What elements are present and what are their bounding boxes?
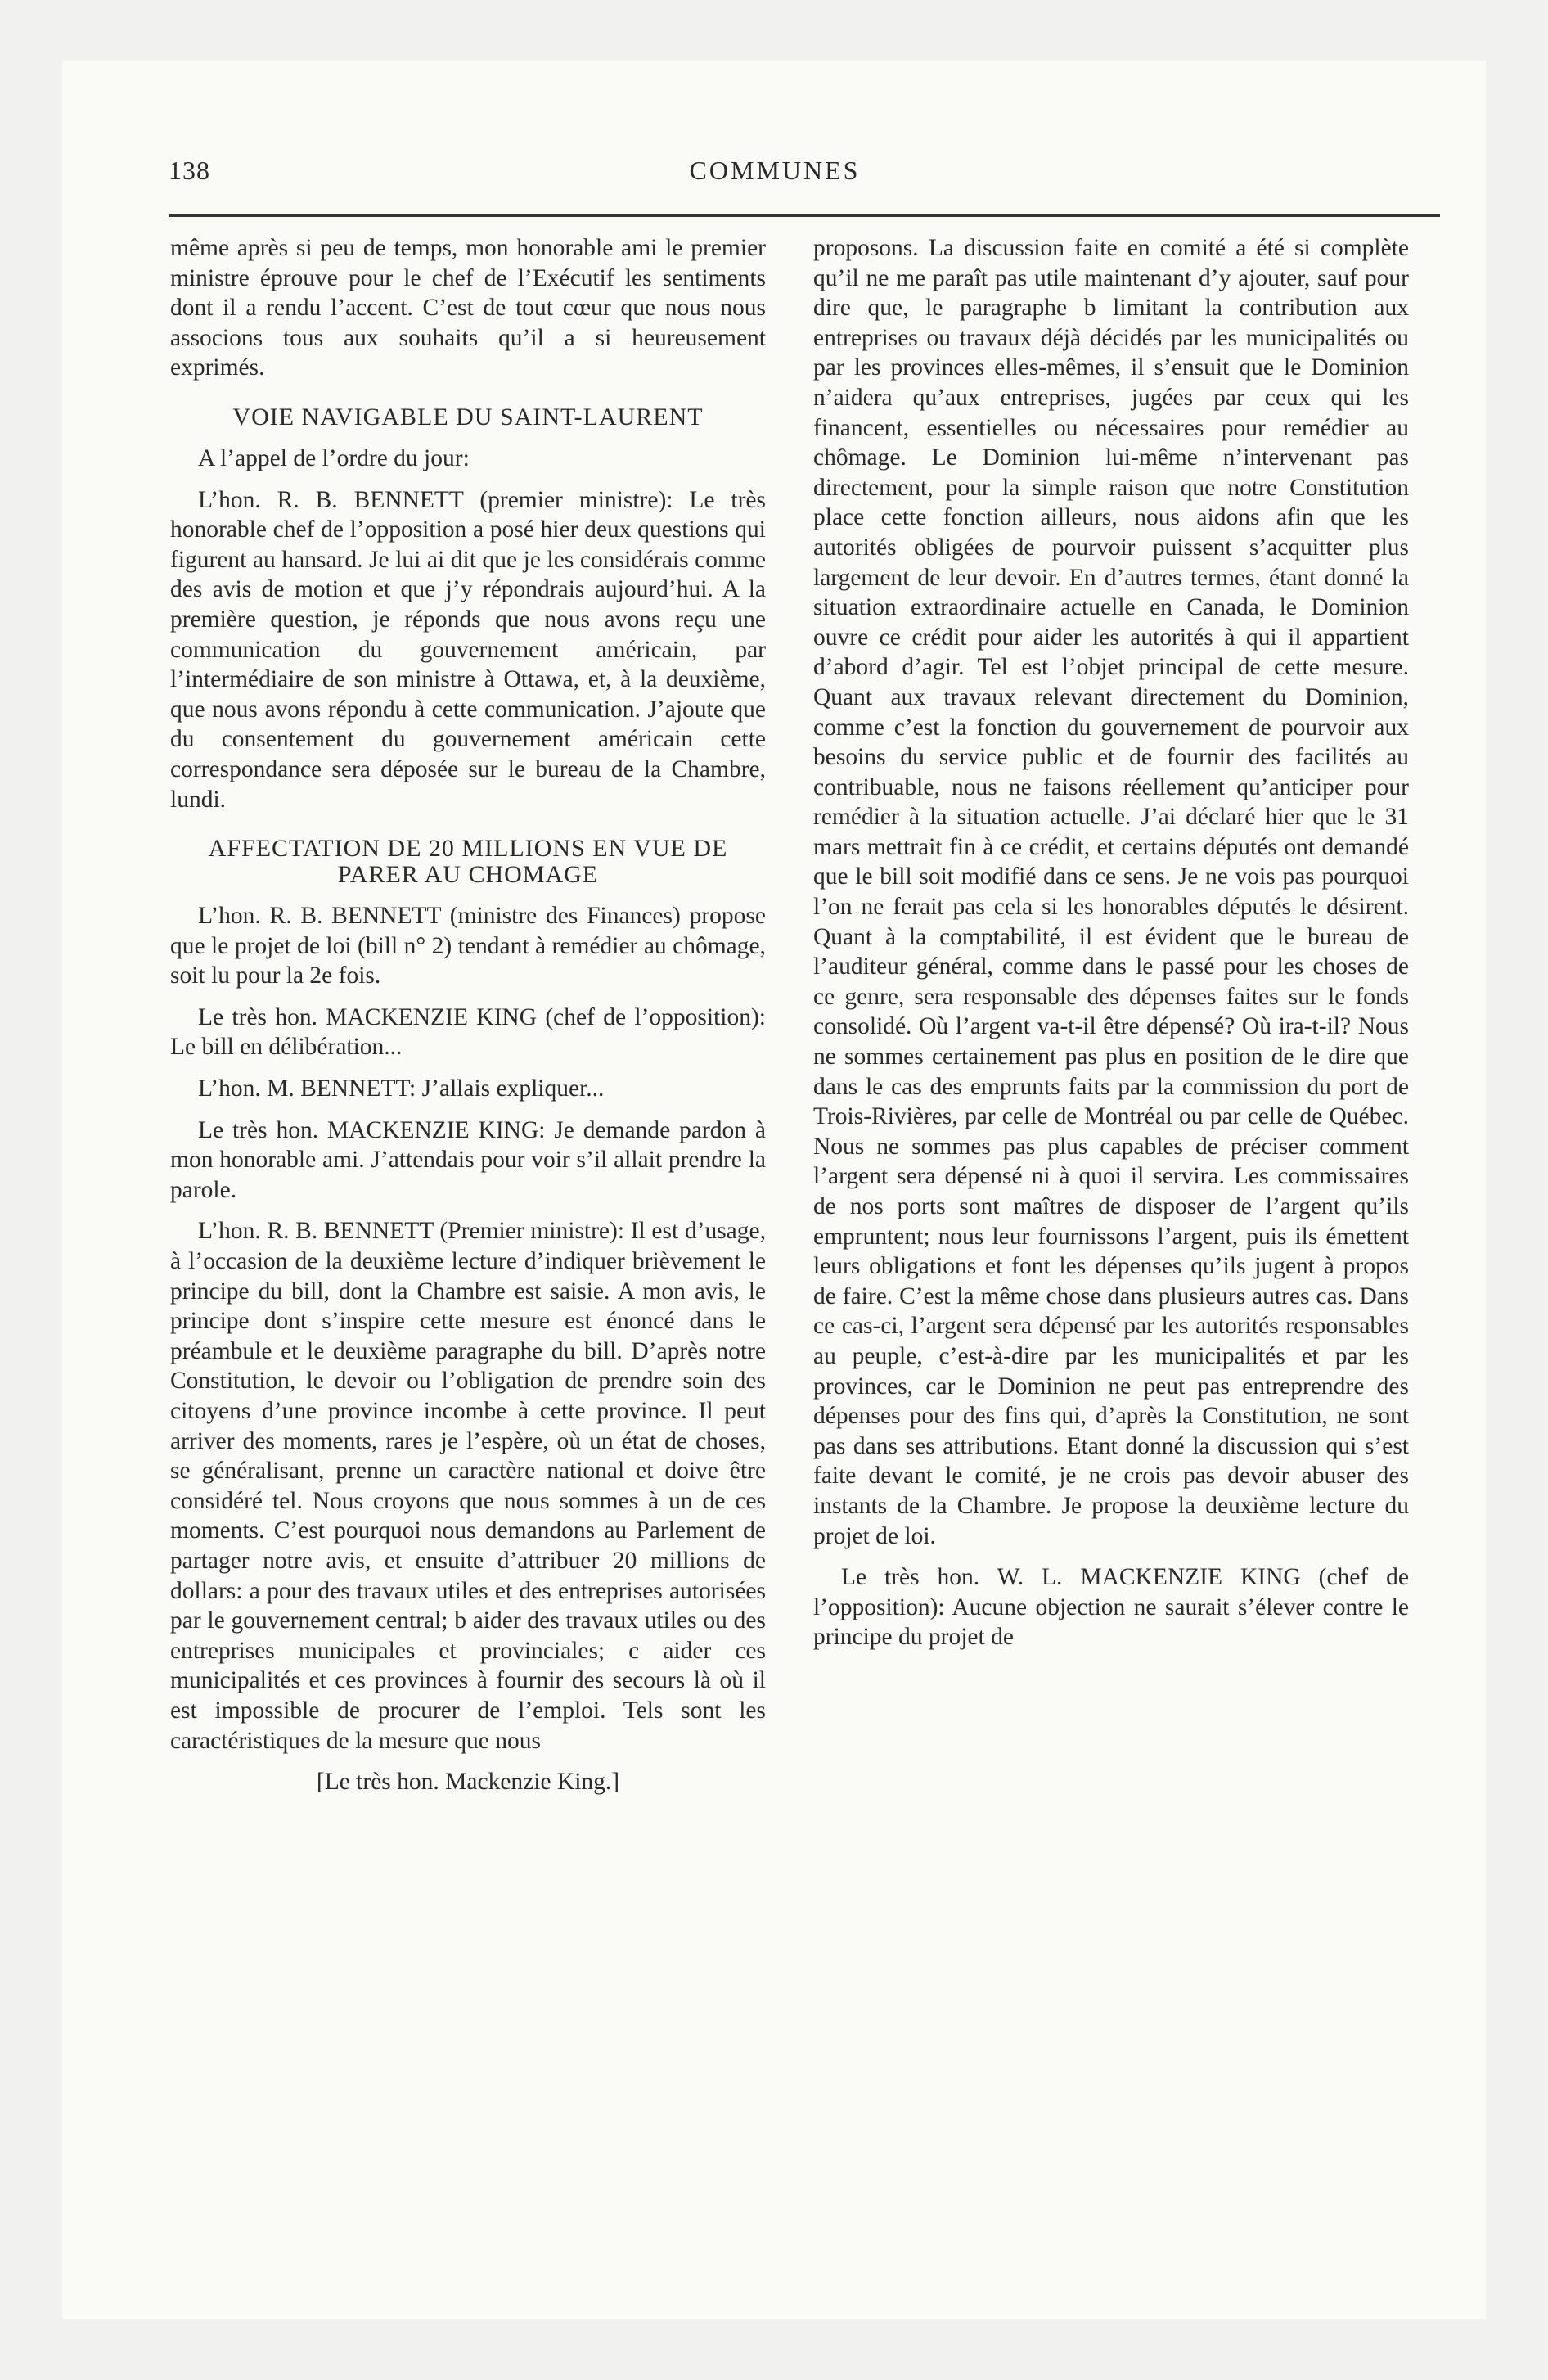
page-number: 138 xyxy=(169,156,210,185)
right-column xyxy=(813,233,1409,1664)
paragraph: Le très hon. MACKENZIE KING: Je demande pardon à mon honorable ami. J’attendais pour voir s’il allait prendre la parole. xyxy=(170,1116,766,1203)
paragraph: L’hon. R. B. BENNETT (Premier ministre): Il est d’usage, à l’occasion de la deuxième lecture d’indiquer brièvement le principe du bill, dont la Chambre est saisie. A mon avis, le principe dont s’inspire cette mesure est énoncé dans le préambule et le deuxième paragraphe du bill. D’après notre Constitution, le devoir ou l’obligation de prendre soin des citoyens d’une province incombe à cette province. Il peut arriver des moments, rares je l’espère, où un état de choses, se généralisant, prenne un caractère national et doive être considéré tel. Nous croyons que nous sommes à un de ces moments. C’est pourquoi nous demandons au Parlement de partager notre avis, et ensuite d’attribuer 20 millions de dollars: a pour des travaux utiles et des entreprises autorisées par le gouvernement central; b aider des travaux utiles ou des entreprises municipales et provinciales; c aider ces municipalités et ces provinces à fournir des secours là où il est impossible de procurer de l’emploi. Tels sont les caractéristiques de la mesure que nous xyxy=(170,1218,766,1754)
paragraph: Le très hon. W. L. MACKENZIE KING (chef de l’opposition): Aucune objection ne saurait s’élever contre le principe du projet de xyxy=(813,1564,1409,1651)
paragraph: L’hon. R. B. BENNETT (ministre des Finances) propose que le projet de loi (bill n° 2) tendant à remédier au chômage, soit lu pour la 2e fois. xyxy=(170,903,766,989)
section-heading: AFFECTATION DE 20 MILLIONS EN VUE DE PARER AU CHOMAGE xyxy=(208,835,728,889)
section-heading: VOIE NAVIGABLE DU SAINT-LAURENT xyxy=(232,403,704,430)
left-column xyxy=(170,233,766,1809)
running-title: COMMUNES xyxy=(689,156,861,185)
page-header xyxy=(108,147,1442,193)
paragraph: L’hon. R. B. BENNETT (premier ministre): Le très honorable chef de l’opposition a posé hier deux questions qui figurent au hansard. Je lui ai dit que je les considérais comme des avis de motion et que j’y répondrais aujourd’hui. A la première question, je réponds que nous avons reçu une communication du gouvernement américain, par l’intermédiaire de son ministre à Ottawa, et, à la deuxième, que nous avons répondu à cette communication. J’ajoute que du consentement du gouvernement américain cette correspondance sera déposée sur le bureau de la Chambre, lundi. xyxy=(170,486,766,813)
footer-note: [Le très hon. Mackenzie King.] xyxy=(316,1769,620,1796)
paragraph: même après si peu de temps, mon honorable ami le premier ministre éprouve pour le chef de l’Exécutif les sentiments dont il a rendu l’accent. C’est de tout cœur que nous nous associons tous aux souhaits qu’il a si heureusement exprimés. xyxy=(170,235,766,381)
header-rule xyxy=(169,214,1440,217)
paragraph: proposons. La discussion faite en comité a été si complète qu’il ne me paraît pas utile maintenant d’y ajouter, sauf pour dire que, le paragraphe b limitant la contribution aux entreprises ou travaux déjà décidés par les municipalités ou par les provinces elles-mêmes, il s’ensuit que le Dominion n’aidera qu’aux entreprises, jugées par ceux qui les financent, essentielles ou nécessaires pour remédier au chômage. Le Dominion lui-même n’intervenant pas directement, pour la simple raison que notre Constitution place cette fonction ailleurs, nous aidons afin que les autorités obligées de pourvoir puissent s’acquitter plus largement de leur devoir. En d’autres termes, étant donné la situation extraordinaire actuelle en Canada, le Dominion ouvre ce crédit pour aider les autorités à qui il appartient d’abord d’agir. Tel est l’objet principal de cette mesure. Quant aux travaux relevant directement du Dominion, comme c’est la fonction du gouvernement de pourvoir aux besoins du service public et de fournir des facilités au contribuable, nous ne faisons réellement qu’anticiper pour remédier à la situation actuelle. J’ai déclaré hier que le 31 mars mettrait fin à ce crédit, et certains députés ont demandé que le bill soit modifié dans ce sens. Je ne vois pas pourquoi l’on ne ferait pas cela si les honorables députés le désirent. Quant à la comptabilité, il est évident que le bureau de l’auditeur général, comme dans le passé pour les choses de ce genre, sera responsable des dépenses faites sur le fonds consolidé. Où l’argent va-t-il être dépensé? Où ira-t-il? Nous ne sommes certainement pas plus en position de le dire que dans le cas des emprunts faits par la commission du port de Trois-Rivières, par celle de Montréal ou par celle de Québec. Nous ne sommes pas plus capables de préciser comment l’argent sera dépensé ni à quoi il servira. Les commissaires de nos ports sont maîtres de disposer de l’argent qu’ils empruntent; nous leur fournissons l’argent, puis ils émettent leurs obligations et font les dépenses qu’ils jugent à propos de faire. C’est la même chose dans plusieurs autres cas. Dans ce cas-ci, l’argent sera dépensé par les autorités responsables au peuple, c’est-à-dire par les municipalités et par les provinces, car le Dominion ne peut pas entreprendre des dépenses pour des fins qui, d’après la Constitution, ne sont pas dans ses attributions. Etant donné la discussion qui s’est faite devant le comité, je ne crois pas devoir abuser des instants de la Chambre. Je propose la deuxième lecture du projet de loi. xyxy=(813,235,1409,1549)
paragraph: L’hon. M. BENNETT: J’allais expliquer... xyxy=(198,1075,605,1102)
paragraph: A l’appel de l’ordre du jour: xyxy=(198,444,470,471)
paragraph: Le très hon. MACKENZIE KING (chef de l’opposition): Le bill en délibération... xyxy=(170,1003,766,1061)
